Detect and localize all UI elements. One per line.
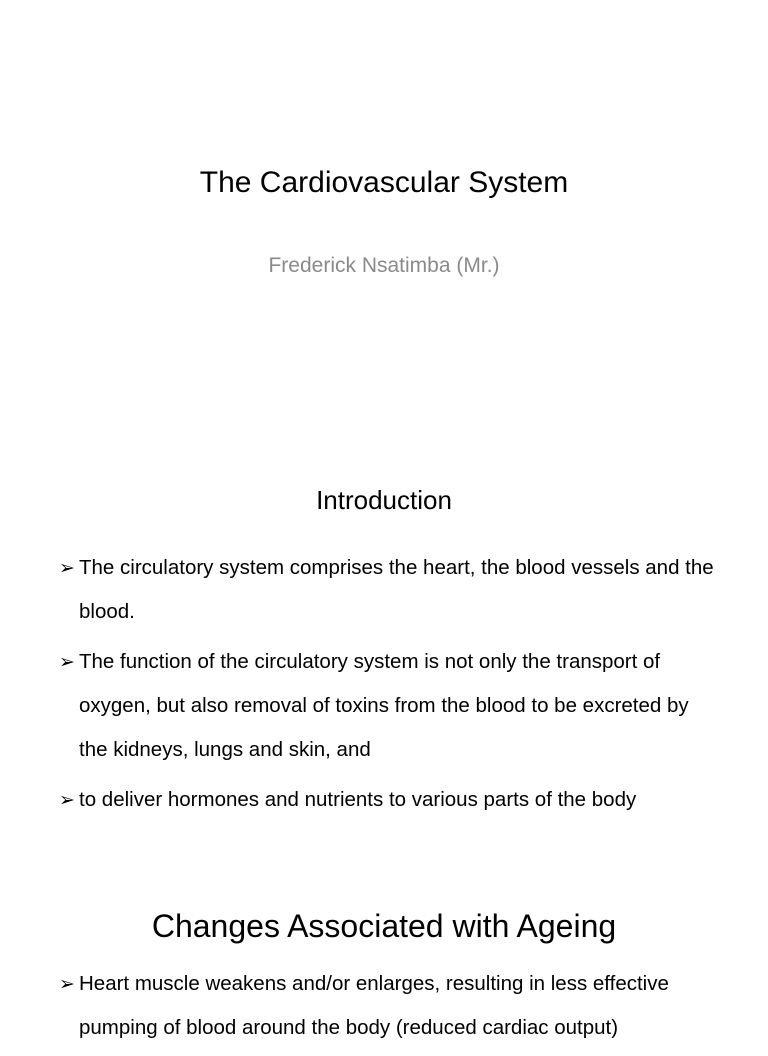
list-item xyxy=(58,778,718,822)
arrow-bullet-icon: ➢ xyxy=(59,973,75,995)
list-item xyxy=(58,546,718,634)
bullet-text: The circulatory system comprises the heart, the blood vessels and the blood. xyxy=(79,556,714,623)
list-item xyxy=(58,962,718,1050)
bullet-text: The function of the circulatory system is not only the transport of oxygen, but also removal of toxins from the blood to be excreted by the kidneys, lungs and skin, and xyxy=(79,650,689,761)
slide-heading: Introduction xyxy=(316,485,452,515)
bullet-text: to deliver hormones and nutrients to various parts of the body xyxy=(79,788,637,811)
arrow-bullet-icon: ➢ xyxy=(59,789,75,811)
title-slide xyxy=(0,0,768,430)
bullet-list xyxy=(58,546,718,828)
introduction-slide xyxy=(0,430,768,860)
bullet-list xyxy=(58,962,718,1056)
list-item xyxy=(58,640,718,772)
bullet-text: Heart muscle weakens and/or enlarges, resulting in less effective pumping of blood around the body (reduced cardiac output) xyxy=(79,972,669,1039)
presentation-title: The Cardiovascular System xyxy=(199,166,569,199)
ageing-changes-slide xyxy=(0,860,768,1039)
presenter-name: Frederick Nsatimba (Mr.) xyxy=(268,254,500,277)
slide-heading: Changes Associated with Ageing xyxy=(151,908,617,944)
arrow-bullet-icon: ➢ xyxy=(59,557,75,579)
arrow-bullet-icon: ➢ xyxy=(59,651,75,673)
